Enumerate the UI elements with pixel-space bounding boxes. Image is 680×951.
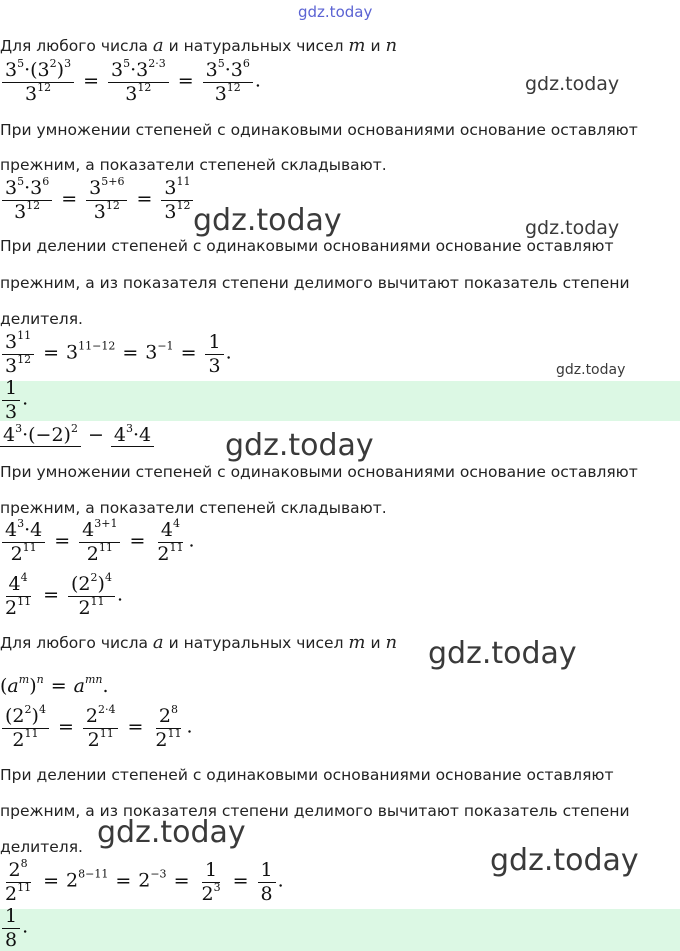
formula-power-rule: $(a^m)^n = a^{mn}$. <box>0 673 109 697</box>
answer-band-2 <box>0 909 680 951</box>
watermark: gdz.today <box>556 362 626 378</box>
div-rule-line-3: делителя. <box>0 310 83 328</box>
div-rule-line-3: делителя. <box>0 838 83 856</box>
div-rule-line-1: При делении степеней с одинаковыми основаниями основание оставляют <box>0 766 614 784</box>
mult-rule-line-2: прежним, а показатели степеней складывают. <box>0 156 387 174</box>
watermark: gdz.today <box>525 217 620 239</box>
answer-band-1 <box>0 381 680 421</box>
answer-1: $\frac{1}{3}$ . <box>0 376 28 423</box>
rule-any-number-line: Для любого числа a и натуральных чисел m и n <box>0 35 398 56</box>
div-rule-line-1: При делении степеней с одинаковыми основаниями основание оставляют <box>0 237 614 255</box>
mult-rule-line-2: прежним, а показатели степеней складывают. <box>0 499 387 517</box>
formula-step-3: $\frac{3^{11}}{3^{12}}$ = $3^{11-12} = 3^{-1}$ = $\frac{1}{3}$ . <box>0 330 232 377</box>
div-rule-line-2: прежним, а из показателя степени делимого вычитают показатель степени <box>0 274 630 292</box>
mult-rule-line-1: При умножении степеней с одинаковыми основаниями основание оставляют <box>0 121 638 139</box>
watermark-top: gdz.today <box>298 3 373 21</box>
formula-step-1: $\frac{3^5\cdot(3^2)^3}{3^{12}}$ = $\frac{3^5\cdot 3^{2\cdot 3}}{3^{12}}$ = $\frac{3^5\cdot 3^6}{3^{12}}$ . <box>0 58 261 105</box>
rule-any-number-line: Для любого числа a и натуральных чисел m и n <box>0 632 398 653</box>
formula-step-2: $\frac{3^5\cdot 3^6}{3^{12}}$ = $\frac{3^{5+6}}{3^{12}}$ = $\frac{3^{11}}{3^{12}}$ <box>0 176 195 223</box>
watermark: gdz.today <box>428 636 577 671</box>
watermark: gdz.today <box>225 428 374 463</box>
watermark: gdz.today <box>490 843 639 878</box>
formula-step-5: $\frac{4^3\cdot 4}{2^{11}}$ = $\frac{4^{3+1}}{2^{11}}$ = $\frac{4^4}{2^{11}}$ . <box>0 518 195 565</box>
watermark: gdz.today <box>193 203 342 238</box>
answer-2: $\frac{1}{8}$ . <box>0 904 28 951</box>
formula-step-7: $\frac{(2^2)^4}{2^{11}}$ = $\frac{2^{2\cdot 4}}{2^{11}}$ = $\frac{2^8}{2^{11}}$ . <box>0 704 193 751</box>
watermark: gdz.today <box>525 73 620 95</box>
div-rule-line-2: прежним, а из показателя степени делимого вычитают показатель степени <box>0 802 630 820</box>
formula-step-4: $4^3\cdot(-2)^2 - 4^3\cdot 4$ <box>0 424 154 446</box>
watermark: gdz.today <box>97 815 246 850</box>
mult-rule-line-1: При умножении степеней с одинаковыми основаниями основание оставляют <box>0 463 638 481</box>
formula-step-6: $\frac{4^4}{2^{11}}$ = $\frac{(2^2)^4}{2^{11}}$ . <box>5 571 123 619</box>
formula-step-8: $\frac{2^8}{2^{11}}$ = $2^{8-11} = 2^{-3}$ = $\frac{1}{2^3}$ = $\frac{1}{8}$ . <box>5 857 284 905</box>
